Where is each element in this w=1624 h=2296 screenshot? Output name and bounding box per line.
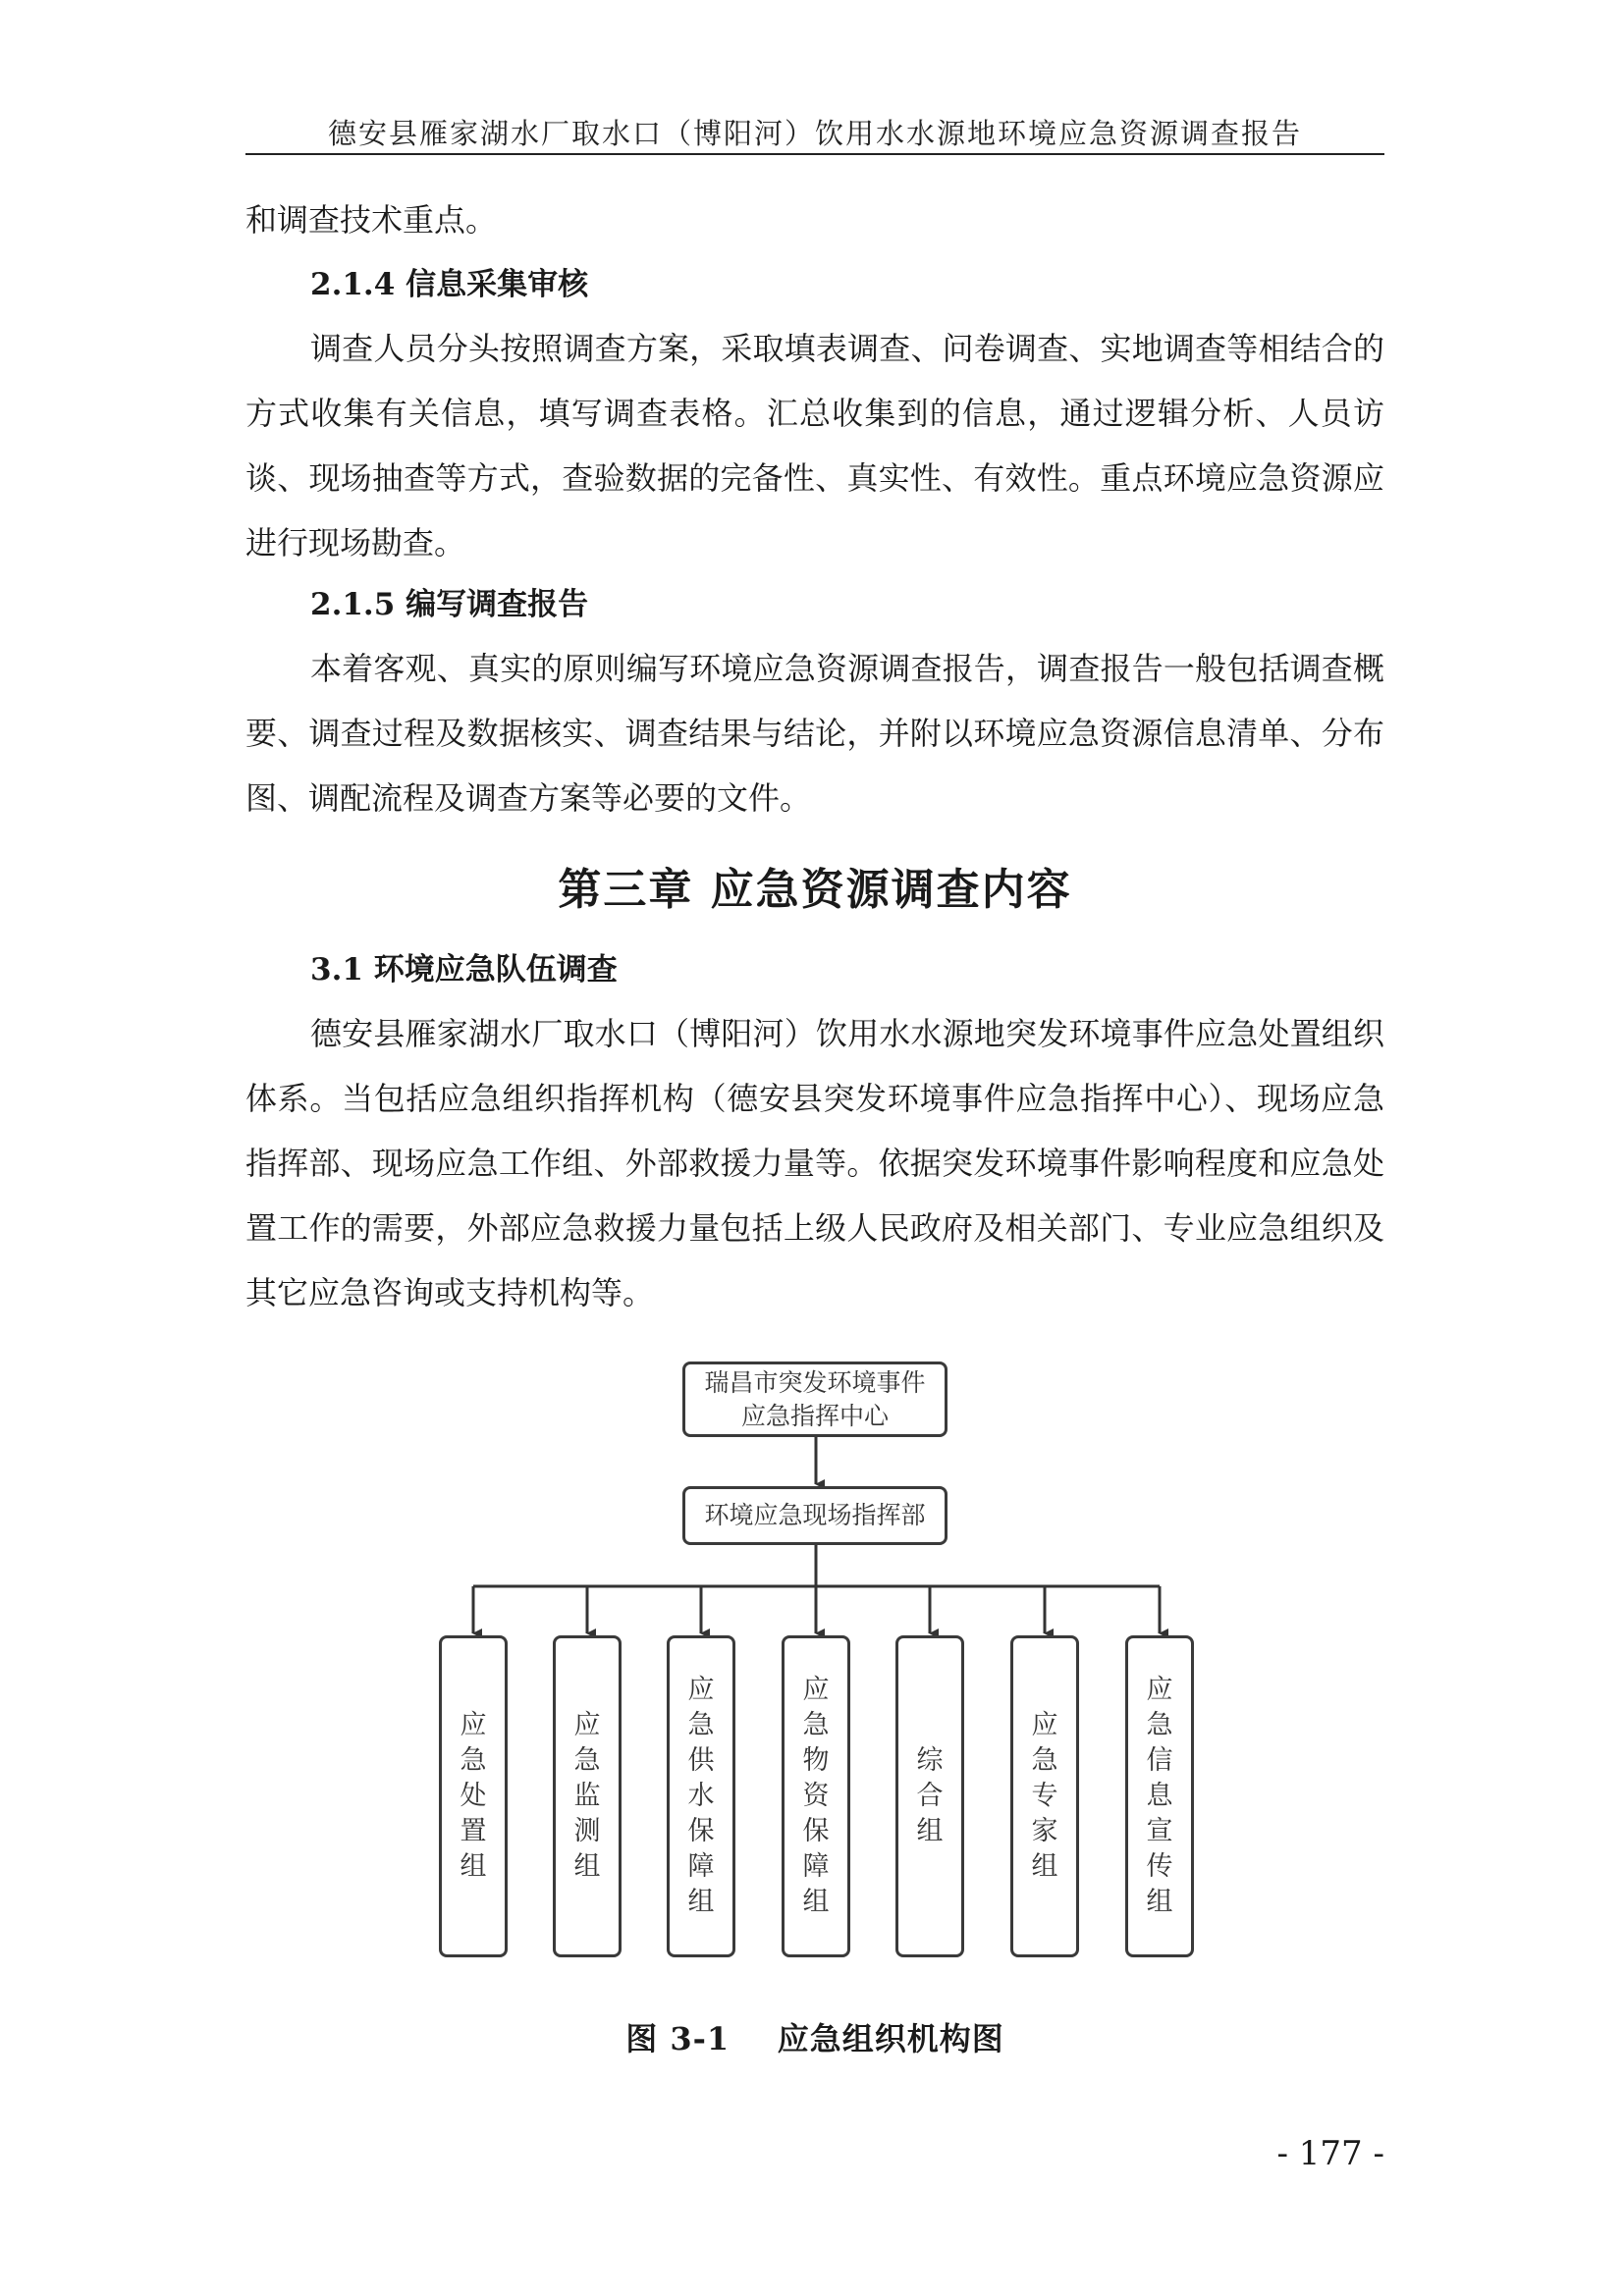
org-box-command-center: [682, 1362, 947, 1437]
org-group-label: 应急物资保障组: [802, 1675, 830, 1917]
org-group-label: 综合组: [916, 1745, 944, 1846]
section-heading-3-1: 3.1 环境应急队伍调查: [310, 952, 618, 988]
paragraph-2-1-5: 本着客观、真实的原则编写环境应急资源调查报告，调查报告一般包括调查概要、调查过程及数据核实、调查结果与结论，并附以环境应急资源信息清单、分布图、调配流程及调查方案等必要的文件。: [245, 650, 1384, 817]
org-box-group: [1010, 1635, 1079, 1957]
org-group-label: 应急专家组: [1031, 1710, 1058, 1882]
page-number: - 177 -: [1276, 2134, 1384, 2173]
org-box-group: [895, 1635, 964, 1957]
figure-caption: 图 3-1 应急组织机构图: [625, 2020, 1004, 2057]
paragraph-continuation: 和调查技术重点。: [245, 201, 498, 239]
org-group-label: 应急监测组: [573, 1710, 601, 1882]
org-group-label: 应急供水保障组: [687, 1675, 715, 1917]
running-header: 德安县雁家湖水厂取水口（博阳河）饮用水水源地环境应急资源调查报告: [327, 117, 1302, 150]
org-group-label: 应急信息宣传组: [1146, 1675, 1173, 1917]
org-group-label: 应急处置组: [460, 1710, 487, 1882]
chapter-title: 第三章 应急资源调查内容: [558, 865, 1072, 915]
org-box-field-headquarters-label: 环境应急现场指挥部: [704, 1501, 926, 1529]
org-box-group: [553, 1635, 622, 1957]
org-box-group: [782, 1635, 850, 1957]
paragraph-2-1-4: 调查人员分头按照调查方案，采取填表调查、问卷调查、实地调查等相结合的方式收集有关信息，填写调查表格。汇总收集到的信息，通过逻辑分析、人员访谈、现场抽查等方式，查验数据的完备性、真实性、有效性。重点环境应急资源应进行现场勘查。: [245, 330, 1384, 561]
section-heading-2-1-4: 2.1.4 信息采集审核: [310, 267, 589, 302]
section-heading-2-1-5: 2.1.5 编写调查报告: [310, 587, 589, 622]
org-box-field-headquarters: [682, 1486, 947, 1545]
org-box-group: [439, 1635, 508, 1957]
paragraph-3-1: 德安县雁家湖水厂取水口（博阳河）饮用水水源地突发环境事件应急处置组织体系。当包括应急组织指挥机构（德安县突发环境事件应急指挥中心）、现场应急指挥部、现场应急工作组、外部救援力量等。依据突发环境事件影响程度和应急处置工作的需要，外部应急救援力量包括上级人民政府及相关部门、专业应急组织及其它应急咨询或支持机构等。: [245, 1015, 1384, 1311]
org-box-group: [667, 1635, 735, 1957]
org-box-command-center-label: 瑞昌市突发环境事件应急指挥中心: [704, 1367, 926, 1430]
org-box-group: [1125, 1635, 1194, 1957]
